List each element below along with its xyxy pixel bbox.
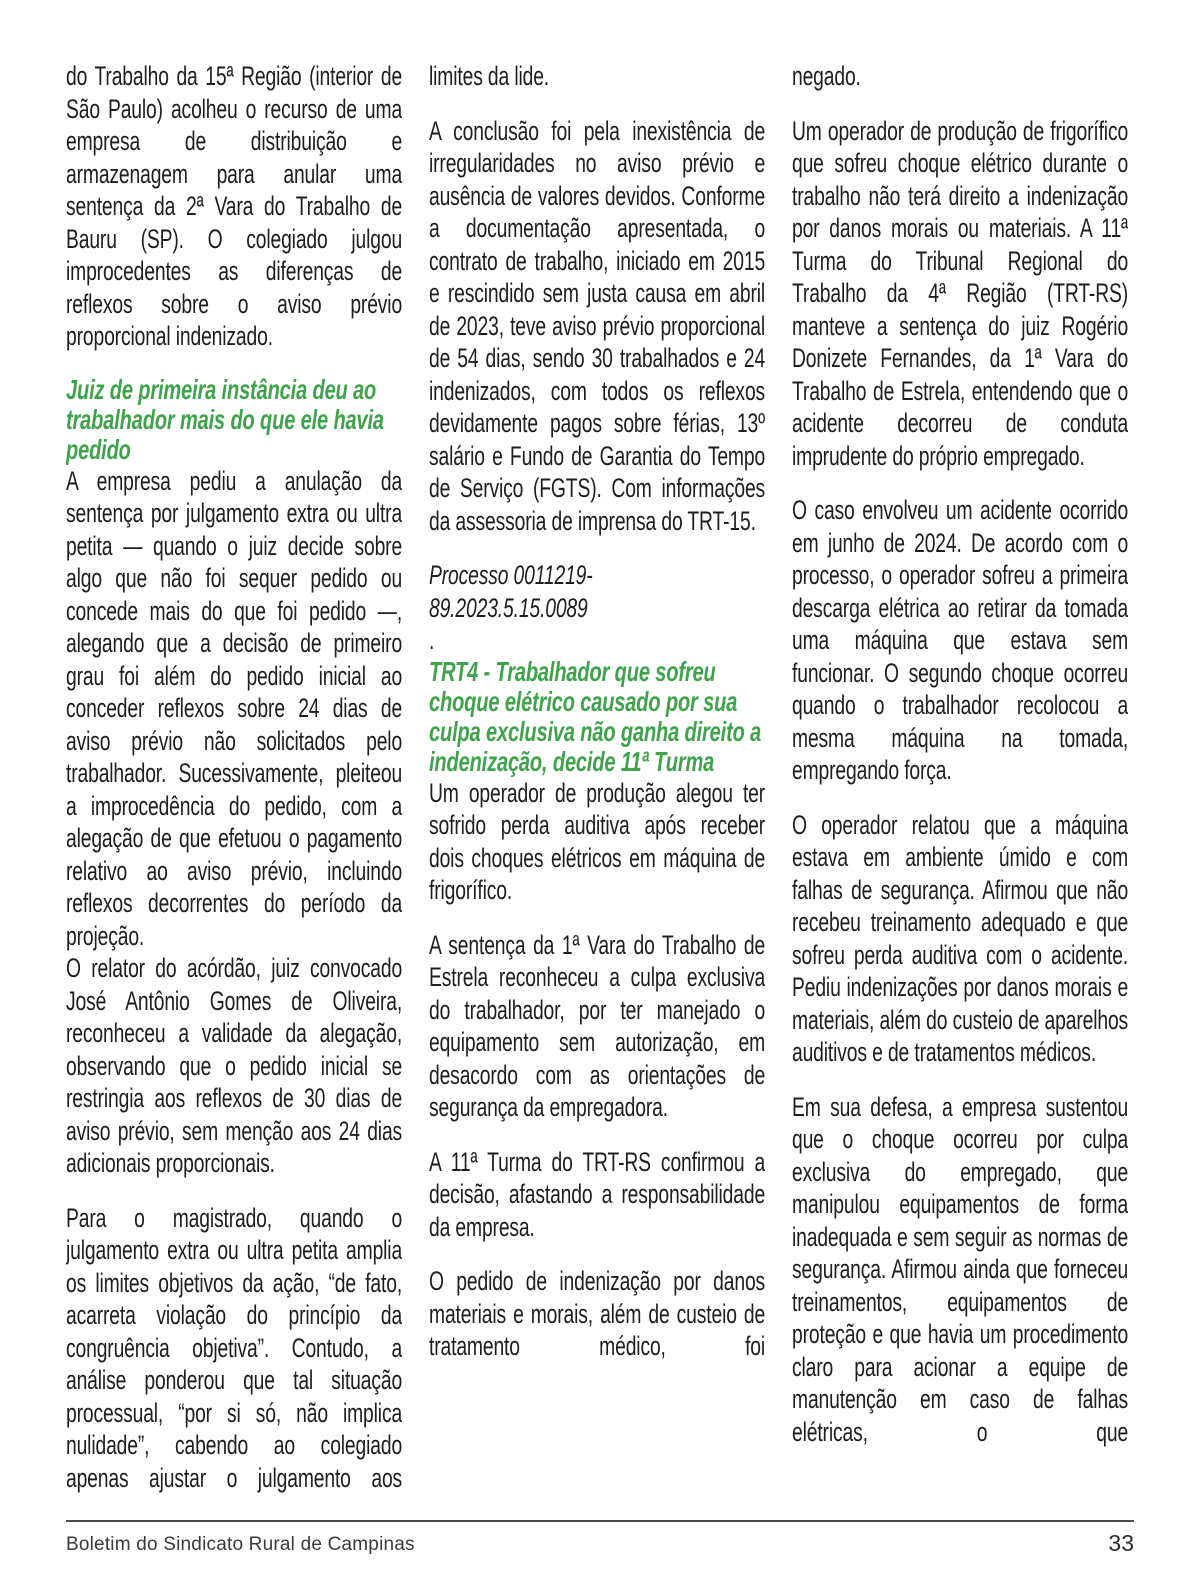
paragraph: A conclusão foi pela inexistência de irregularidades no aviso prévio e ausência de valores devidos. Conforme a documentação apresentada, o contrato de trabalho, iniciado em 2015 e rescindido sem justa causa em abril de 2023, teve aviso prévio proporcional de 54 dias, sendo 30 trabalhados e 24 indenizados, com todos os reflexos devidamente pagos sobre férias, 13º salário e Fundo de Garantia do Tempo de Serviço (FGTS). Com informações da assessoria de imprensa do TRT-15. xyxy=(429,115,765,536)
column-content xyxy=(792,60,1128,1448)
paragraph: Um operador de produção alegou ter sofrido perda auditiva após receber dois choques elétricos em máquina de frigorífico. xyxy=(429,777,765,905)
column-content xyxy=(66,60,402,1494)
paragraph: do Trabalho da 15ª Região (interior de São Paulo) acolheu o recurso de uma empresa de distribuição e armazenagem para anular uma sentença da 2ª Vara do Trabalho de Bauru (SP). O colegiado julgou improcedentes as diferenças de reflexos sobre o aviso prévio proporcional indenizado. xyxy=(66,61,402,351)
paragraph: Para o magistrado, quando o julgamento extra ou ultra petita amplia os limites objetivos da ação, “de fato, acarreta violação do princípio da congruência objetiva”. Contudo, a análise ponderou que tal situação processual, “por si só, não implica nulidade”, cabendo ao colegiado apenas ajustar o julgamento aos xyxy=(66,1202,402,1493)
paragraph: O pedido de indenização por danos materiais e morais, além de custeio de tratamento médico, foi xyxy=(429,1266,765,1361)
paragraph: negado. xyxy=(792,61,861,91)
text-column-1 xyxy=(66,60,402,1512)
paragraph: A sentença da 1ª Vara do Trabalho de Estrela reconheceu a culpa exclusiva do trabalhador, por ter manejado o equipamento sem autorização, em desacordo com as orientações de segurança da empregadora. xyxy=(429,929,765,1122)
paragraph: . xyxy=(429,625,435,655)
paragraph: O operador relatou que a máquina estava em ambiente úmido e com falhas de segurança. Afirmou que não recebeu treinamento adequado e que sofreu perda auditiva com o acidente. Pediu indenizações por danos morais e materiais, além do custeio de aparelhos auditivos e de tratamentos médicos. xyxy=(792,809,1128,1067)
page-number: 33 xyxy=(1108,1530,1134,1556)
paragraph: A 11ª Turma do TRT-RS confirmou a decisão, afastando a responsabilidade da empresa. xyxy=(429,1146,765,1242)
paragraph: Um operador de produção de frigorífico que sofreu choque elétrico durante o trabalho não terá direito a indenização por danos morais ou materiais. A 11ª Turma do Tribunal Regional do Trabalho da 4ª Região (TRT-RS) manteve a sentença do juiz Rogério Donizete Fernandes, da 1ª Vara do Trabalho de Estrela, entendendo que o acidente decorreu de conduta imprudente do próprio empregado. xyxy=(792,115,1128,471)
paragraph: O caso envolveu um acidente ocorrido em junho de 2024. De acordo com o processo, o operador sofreu a primeira descarga elétrica ao retirar da tomada uma máquina que estava sem funcionar. O segundo choque ocorreu quando o trabalhador recolocou a mesma máquina na tomada, empregando força. xyxy=(792,495,1128,785)
case-number-line: Processo 0011219- xyxy=(429,560,593,590)
section-heading: TRT4 - Trabalhador que sofreu choque elétrico causado por sua culpa exclusiva não ganha direito a indenização, decide 11ª Turma xyxy=(429,655,762,777)
footer-publication-title: Boletim do Sindicato Rural de Campinas xyxy=(66,1534,415,1555)
footer-divider xyxy=(66,1520,1134,1522)
paragraph: Em sua defesa, a empresa sustentou que o choque ocorreu por culpa exclusiva do empregado, que manipulou equipamentos de forma inadequada e sem seguir as normas de segurança. Afirmou ainda que forneceu treinamentos, equipamentos de proteção e que havia um procedimento claro para acionar a equipe de manutenção em caso de falhas elétricas, o que xyxy=(792,1091,1128,1447)
paragraph: A empresa pediu a anulação da sentença por julgamento extra ou ultra petita — quando o juiz decide sobre algo que não foi sequer pedido ou concede mais do que foi pedido —, alegando que a decisão de primeiro grau foi além do pedido inicial ao conceder reflexos sobre 24 dias de aviso prévio não solicitados pelo trabalhador. Sucessivamente, pleiteou a improcedência do pedido, com a alegação de que efetuou o pagamento relativo ao aviso prévio, incluindo reflexos decorrentes do período da projeção. xyxy=(66,465,402,951)
text-column-2 xyxy=(429,60,765,1512)
section-heading: Juiz de primeira instância deu ao trabalhador mais do que ele havia pedido xyxy=(66,373,384,465)
case-number-line: 89.2023.5.15.0089 xyxy=(429,592,588,623)
text-column-3 xyxy=(792,60,1128,1512)
paragraph: O relator do acórdão, juiz convocado José Antônio Gomes de Oliveira, reconheceu a validade da alegação, observando que o pedido inicial se restringia aos reflexos de 30 dias de aviso prévio, sem menção aos 24 dias adicionais proporcionais. xyxy=(66,953,402,1178)
column-content xyxy=(429,60,765,1363)
paragraph: limites da lide. xyxy=(429,61,550,91)
